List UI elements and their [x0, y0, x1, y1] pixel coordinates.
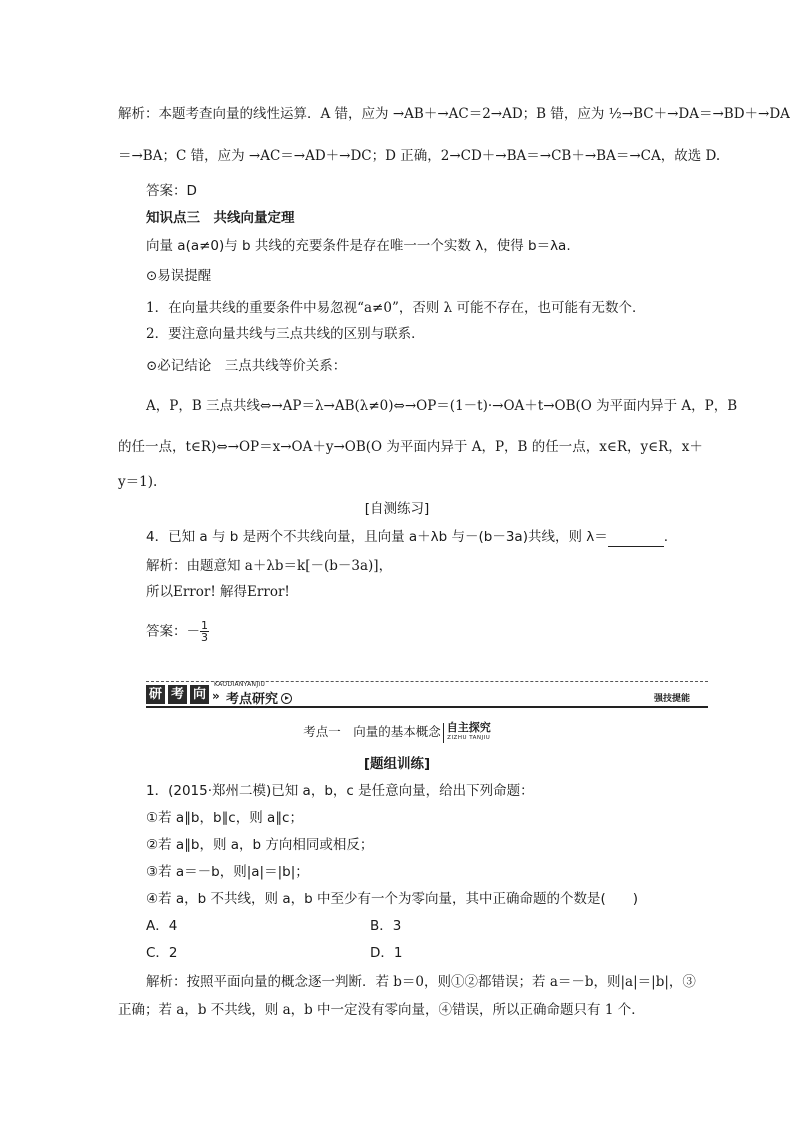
option-d: D．1 [370, 945, 403, 961]
section-banner [146, 678, 708, 708]
conclusion-title: ⊙必记结论 三点共线等价关系： [146, 358, 347, 374]
q4-end: . [663, 529, 669, 545]
solution-3-line2: ＝→BA；C 错，应为 →AC＝→AD＋→DC；D 正确，2→CD＋→BA＝→CB＋→BA＝→CA，故选 D. [118, 148, 721, 164]
question1-prop-2: ②若 a∥b，则 a，b 方向相同或相反； [146, 837, 374, 853]
fraction-denominator: 3 [201, 631, 208, 644]
fraction-numerator: 1 [201, 619, 208, 632]
banner-char-box-3: 向 [190, 685, 209, 704]
banner-char-box-2: 考 [168, 685, 187, 704]
knowledge-point-statement: 向量 a(a≠0)与 b 共线的充要条件是存在唯一一个实数 λ，使得 b＝λa. [146, 238, 571, 254]
banner-char-box-1: 研 [146, 685, 165, 704]
self-test-header: [自测练习] [364, 501, 430, 517]
solution-3-line1: 解析：本题考查向量的线性运算．A 错，应为 →AB＋→AC＝2→AD；B 错，应为 ½→BC＋→DA＝→BD＋→DA [118, 106, 790, 122]
option-b: B．3 [370, 918, 402, 934]
question1-stem: 1．(2015·郑州二模)已知 a，b，c 是任意向量，给出下列命题： [146, 783, 534, 799]
answer-3: 答案：D [146, 183, 197, 199]
answer-prefix: 答案：－ [146, 623, 200, 640]
self-test-q4 [146, 527, 668, 547]
knowledge-point-title: 知识点三 共线向量定理 [146, 210, 295, 226]
self-test-solution-2: 所以Error! 解得Error! [146, 584, 290, 600]
option-c: C．2 [146, 945, 178, 961]
question1-solution-1: 解析：按照平面向量的概念逐一判断．若 b＝0，则①②都错误；若 a＝－b，则|a|＝|b|，③ [146, 974, 696, 990]
section-title-text: 考点一 向量的基本概念 [303, 724, 441, 739]
conclusion-1: A，P，B 三点共线⇔→AP＝λ→AB(λ≠0)⇔→OP＝(1－t)·→OA＋t→OB(O 为平面内异于 A，P，B [146, 398, 738, 414]
question1-solution-2: 正确；若 a，b 不共线，则 a，b 中一定没有零向量，④错误，所以正确命题只有 1 个． [118, 1002, 645, 1018]
reminder-1: 1．在向量共线的重要条件中易忽视“a≠0”，否则 λ 可能不存在，也可能有无数个． [146, 300, 646, 316]
play-circle-icon [281, 693, 292, 704]
group-header: [题组训练] [363, 756, 431, 772]
tag-sub: ZIZHU TANJIU [447, 734, 491, 741]
reminder-title: ⊙易误提醒 [146, 268, 212, 284]
banner-title-text: 考点研究 [226, 692, 279, 707]
question1-prop-3: ③若 a＝－b，则|a|＝|b|； [146, 864, 309, 880]
q4-text: 4．已知 a 与 b 是两个不共线向量，且向量 a＋λb 与－(b－3a)共线，则 λ＝ [146, 529, 608, 545]
section-tag [443, 720, 491, 743]
banner-chevron-icon: » [212, 689, 220, 703]
answer-blank [608, 532, 664, 547]
self-test-solution-1: 解析：由题意知 a＋λb＝k[－(b－3a)]， [146, 558, 393, 574]
banner-bottom-rule [146, 706, 708, 708]
reminder-2: 2．要注意向量共线与三点共线的区别与联系． [146, 326, 425, 342]
option-a: A．4 [146, 918, 178, 934]
question1-prop-1: ①若 a∥b，b∥c，则 a∥c； [146, 810, 303, 826]
section-title [0, 722, 794, 743]
question1-prop-4: ④若 a，b 不共线，则 a，b 中至少有一个为零向量，其中正确命题的个数是( ) [146, 891, 638, 907]
conclusion-2: 的任一点，t∈R)⇔→OP＝x→OA＋y→OB(O 为平面内异于 A，P，B 的任一点，x∈R，y∈R，x＋ [118, 439, 703, 455]
banner-right-label: 强技提能 [653, 694, 690, 704]
self-test-answer [146, 620, 209, 643]
answer-fraction [200, 620, 209, 643]
conclusion-3: y＝1). [118, 474, 158, 490]
banner-pinyin: KAODIANYANJIU [214, 681, 266, 688]
banner-title [226, 688, 292, 707]
tag-main: 自主探究 [446, 720, 491, 734]
